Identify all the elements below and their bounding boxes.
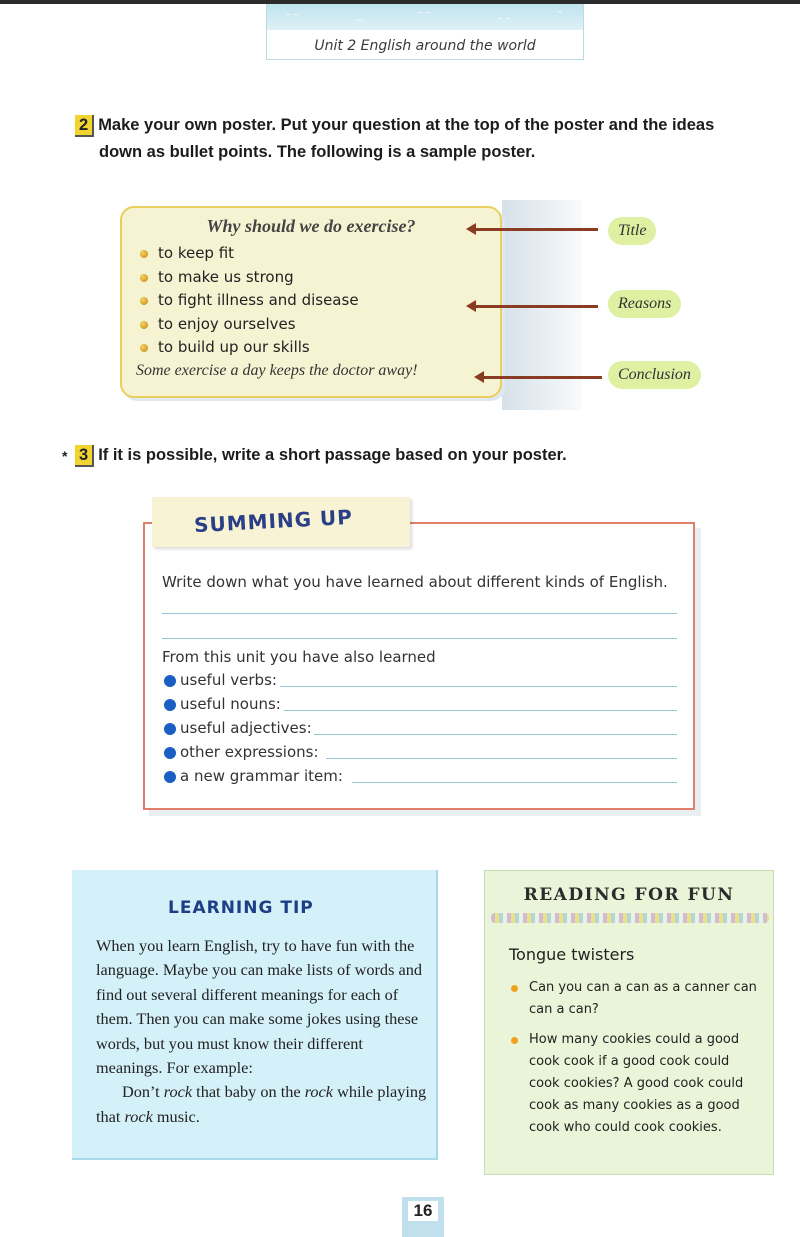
answer-line-nouns[interactable] [284, 710, 677, 711]
list-item: to build up our skills [138, 336, 359, 360]
answer-line-verbs[interactable] [280, 686, 677, 687]
item-grammar: a new grammar item: [180, 767, 343, 785]
task-3-number: 3 [75, 445, 94, 467]
bullet-icon [511, 985, 518, 992]
item-other-expressions: other expressions: [180, 743, 319, 761]
list-item: to make us strong [138, 266, 359, 290]
reading-for-fun-box [484, 870, 774, 1175]
label-title: Title [608, 217, 656, 245]
bullet-icon [164, 723, 176, 735]
flower-border-decoration [491, 913, 769, 923]
answer-line-grammar[interactable] [352, 782, 677, 783]
task-2-line-1: Make your own poster. Put your question at the top of the poster and the ideas [98, 116, 715, 134]
page-number: 16 [408, 1201, 439, 1221]
learning-tip-box [72, 870, 438, 1160]
unit-header [266, 4, 584, 60]
answer-line-expressions[interactable] [326, 758, 677, 759]
list-item: How many cookies could a good cook cook if a good cook could cook cookies? A good cook could cook as many cookies as a good cook who could cook cookies. [511, 1029, 763, 1139]
bullet-icon [140, 274, 148, 282]
label-reasons: Reasons [608, 290, 681, 318]
bullet-icon [164, 747, 176, 759]
bullet-icon [511, 1037, 518, 1044]
poster-reasons-list [138, 242, 359, 360]
summing-up-tab [152, 497, 410, 547]
list-item: Can you can a can as a canner can can a can? [511, 977, 763, 1021]
page-number-tab [402, 1197, 444, 1237]
task-2-line-2: down as bullet points. The following is a sample poster. [99, 143, 536, 161]
poster-conclusion: Some exercise a day keeps the doctor away! [136, 362, 418, 379]
header-wave-decoration: ~ ~ ~ ~ ~ ~ ~ ~ [267, 4, 583, 30]
task-2-instructions [75, 112, 785, 166]
bullet-icon [164, 699, 176, 711]
bullet-icon [140, 250, 148, 258]
bullet-icon [140, 297, 148, 305]
summing-up-heading: SUMMING UP [193, 504, 354, 538]
reading-for-fun-heading: READING FOR FUN [523, 885, 735, 905]
task-2-number: 2 [75, 115, 94, 137]
bullet-icon [140, 344, 148, 352]
task-3-instructions [75, 442, 567, 469]
item-useful-verbs: useful verbs: [180, 671, 277, 689]
learning-tip-body: When you learn English, try to have fun with the language. Maybe you can make lists of words and find out several different meanings for each of them. Then you can make some jokes using these words, but you must know their different meanings. For example: Don’t rock that baby on the rock while playing that rock music. [96, 934, 428, 1129]
answer-line-adjectives[interactable] [314, 734, 677, 735]
item-useful-nouns: useful nouns: [180, 695, 281, 713]
list-item: to keep fit [138, 242, 359, 266]
optional-star: * [62, 448, 68, 464]
writing-line[interactable] [162, 638, 677, 639]
bullet-icon [164, 771, 176, 783]
bullet-icon [140, 321, 148, 329]
learning-tip-example: Don’t rock that baby on the rock while playing that rock music. [96, 1082, 427, 1126]
writing-line[interactable] [162, 613, 677, 614]
unit-title: Unit 2 English around the world [314, 38, 536, 54]
title-arrow-icon [472, 228, 598, 231]
conclusion-arrow-icon [480, 376, 602, 379]
poster-question: Why should we do exercise? [206, 216, 416, 236]
task-3-text: If it is possible, write a short passage based on your poster. [98, 446, 567, 464]
list-item: to fight illness and disease [138, 289, 359, 313]
bullet-icon [164, 675, 176, 687]
label-conclusion: Conclusion [608, 361, 701, 389]
learning-tip-heading: LEARNING TIP [168, 898, 314, 918]
also-learned-heading: From this unit you have also learned [162, 648, 436, 666]
reasons-arrow-icon [472, 305, 598, 308]
sample-poster [120, 206, 502, 398]
item-useful-adjectives: useful adjectives: [180, 719, 312, 737]
tongue-twisters-list [511, 977, 763, 1147]
summing-up-prompt: Write down what you have learned about different kinds of English. [162, 573, 668, 591]
tongue-twisters-heading: Tongue twisters [509, 945, 635, 964]
list-item: to enjoy ourselves [138, 313, 359, 337]
